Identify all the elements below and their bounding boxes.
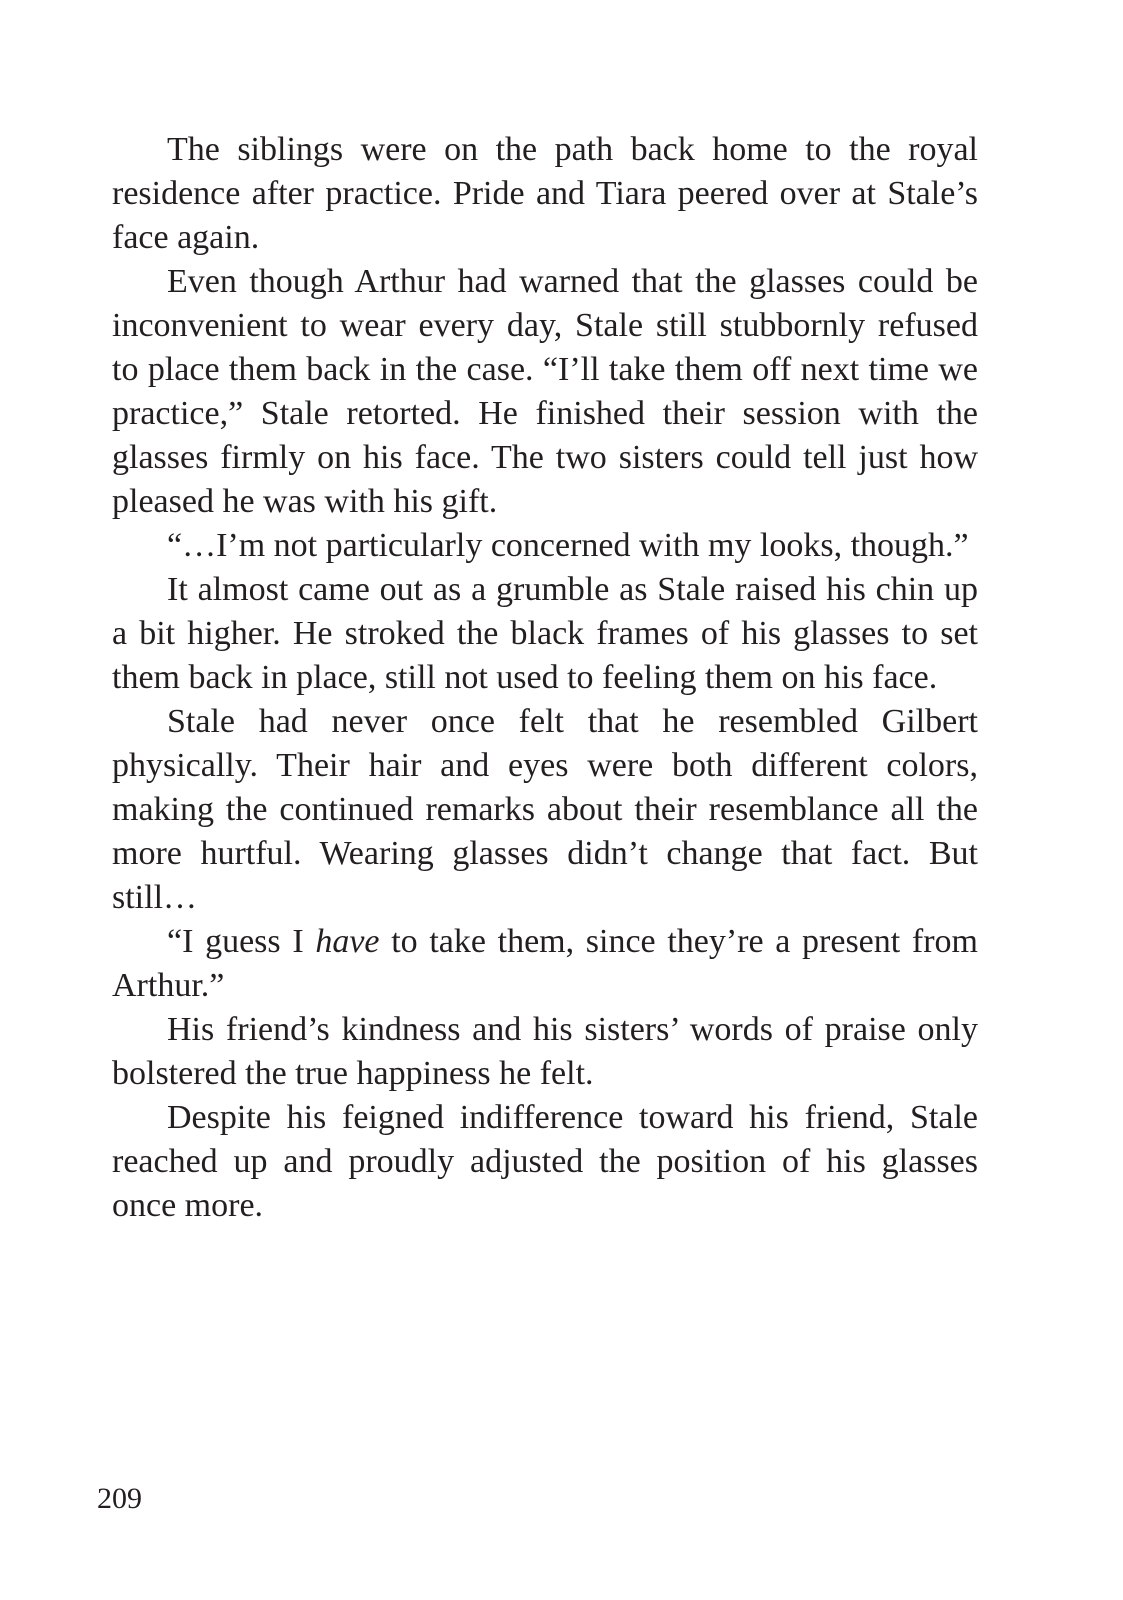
page-number: 209 — [97, 1482, 142, 1515]
text-run: “I guess I — [167, 923, 316, 960]
text-run: to take them, since they’re a present from Arthur.” — [112, 923, 978, 1004]
body-text — [112, 128, 978, 1228]
emphasized-word: have — [315, 923, 380, 960]
paragraph: His friend’s kindness and his sisters’ words of praise only bolstered the true happiness he felt. — [112, 1011, 978, 1092]
paragraph: It almost came out as a grumble as Stale raised his chin up a bit higher. He stroked the black frames of his glasses to set them back in place, still not used to feeling them on his face. — [112, 571, 978, 696]
paragraph: The siblings were on the path back home to the royal residence after practice. Pride and Tiara peered over at Stale’s face again. — [112, 131, 978, 256]
paragraph: Despite his feigned indifference toward his friend, Stale reached up and proudly adjusted the position of his glasses once more. — [112, 1099, 978, 1224]
paragraph: Stale had never once felt that he resembled Gilbert physically. Their hair and eyes were both different colors, making the continued remarks about their resemblance all the more hurtful. Wearing glasses didn’t change that fact. But still… — [112, 703, 978, 916]
paragraph: “…I’m not particularly concerned with my looks, though.” — [167, 527, 969, 564]
paragraph: Even though Arthur had warned that the glasses could be inconvenient to wear every day, Stale still stubbornly refused to place them back in the case. “I’ll take them off next time we practice,” Stale retorted. He finished their session with the glasses firmly on his face. The two sisters could tell just how pleased he was with his gift. — [112, 263, 978, 520]
paragraph-with-emphasis — [112, 920, 978, 1008]
